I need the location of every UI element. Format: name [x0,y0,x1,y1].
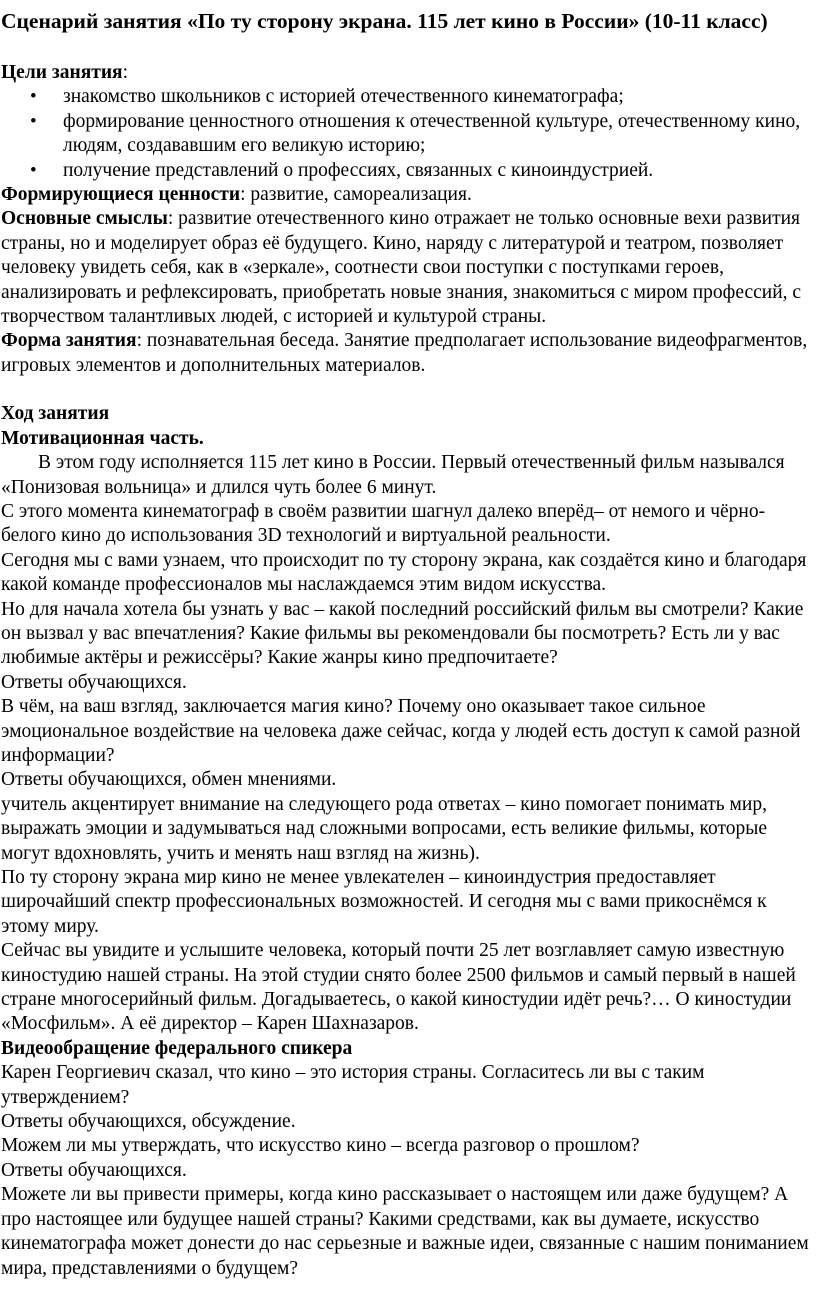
body-paragraph: Но для начала хотела бы узнать у вас – какой последний российский фильм вы смотрели? Какие он вызвал у вас впечатления? Какие фильмы вы рекомендовали бы посмотреть? Есть ли у вас любимые актёры и режиссёры? Какие жанры кино предпочитаете? [1,598,804,669]
body-paragraph: По ту сторону экрана мир кино не менее увлекателен – киноиндустрия предоставляет широчайший спектр профессиональных возможностей. И сегодня мы с вами прикоснёмся к этому миру. [1,867,767,937]
motivation-heading-text: Мотивационная часть. [1,427,204,449]
body-paragraph: Ответы обучающихся, обсуждение. [1,1111,296,1133]
spacer [1,378,812,402]
meanings-heading: Основные смыслы [1,208,168,230]
meanings-text: : развитие отечественного кино отражает не только основные вехи развития страны, но и моделирует образ её будущего. Кино, наряду с литературой и театром, позволяет человеку увидеть себя, как в «зеркале», соотнести свои поступки с поступками героев, анализировать и рефлексировать, приобретать новые знания, знакомиться с миром профессий, с творчеством талантливых людей, с историей и культурой страны. [1,208,802,328]
list-item: • получение представлений о профессиях, связанных с киноиндустрией. [63,159,812,183]
body-paragraph: В чём, на ваш взгляд, заключается магия кино? Почему оно оказывает такое сильное эмоциональное воздействие на человека даже сейчас, когда у людей есть доступ к самой разной информации? [1,696,801,766]
video-heading [1,1037,812,1061]
spacer [1,35,812,61]
body-paragraph: Ответы обучающихся. [1,1159,187,1181]
goals-heading: Цели занятия [1,62,123,83]
goals-heading-line: Цели занятия: [1,62,129,83]
body-paragraph: Можем ли мы утверждать, что искусство кино – всегда разговор о прошлом? [1,1135,640,1157]
course-heading [1,402,812,426]
motivation-heading [1,427,812,451]
form-text: : познавательная беседа. Занятие предполагает использование видеофрагментов, игровых элементов и дополнительных материалов. [1,330,808,376]
course-heading-text: Ход занятия [1,403,110,425]
body-paragraph: Ответы обучающихся. [1,671,187,693]
video-heading-text: Видеообращение федерального спикера [1,1037,353,1059]
body-paragraph: С этого момента кинематограф в своём развитии шагнул далеко вперёд– от немого и чёрно-белого кино до использования 3D технологий и виртуальной реальности. [1,500,766,547]
body-paragraph: учитель акцентирует внимание на следующего рода ответах – кино помогает понимать мир, выражать эмоции и задумываться над сложными вопросами, есть великие фильмы, которые могут вдохновлять, учить и менять наш взгляд на жизнь). [1,793,767,864]
values-text: : развитие, самореализация. [240,184,472,206]
body-paragraph: Сегодня мы с вами узнаем, что происходит по ту сторону экрана, как создаётся кино и благодаря какой команде профессионалов мы наслаждаемся этим видом искусства. [1,549,807,596]
form-paragraph [1,329,812,378]
list-item: • формирование ценностного отношения к отечественной культуре, отечественному кино, людям, создававшим его великую историю; [63,110,812,159]
body-paragraph: В этом году исполняется 115 лет кино в России. Первый отечественный фильм назывался «Понизовая вольница» и длился чуть более 6 минут. [1,452,785,498]
body-paragraph: Сейчас вы увидите и услышите человека, который почти 25 лет возглавляет самую известную киностудию нашей страны. На этой студии снято более 2500 фильмов и самый первый в нашей стране многосерийный фильм. Догадываетесь, о какой киностудии идёт речь?… О киностудии «Мосфильм». А её директор – Карен Шахназаров. [1,940,796,1035]
document-title: Сценарий занятия «По ту сторону экрана. 115 лет кино в России» (10-11 класс) [1,9,768,33]
meanings-paragraph [1,207,812,329]
body-paragraph: Можете ли вы привести примеры, когда кино рассказывает о настоящем или даже будущем? А про настоящее или будущее нашей страны? Какими средствами, как вы думаете, искусство кинематографа может донести до нас серьезные и важные идеи, связанные с нашим пониманием мира, представлениями о будущем? [1,1184,809,1279]
form-heading: Форма занятия [1,330,137,352]
body-paragraph: Карен Георгиевич сказал, что кино – это история страны. Согласитесь ли вы с таким утверждением? [1,1062,705,1108]
goals-list [1,85,812,183]
body-paragraph: Ответы обучающихся, обмен мнениями. [1,769,337,791]
list-item: • знакомство школьников с историей отечественного кинематографа; [63,85,812,109]
values-paragraph [1,183,812,207]
values-heading: Формирующиеся ценности [1,184,241,206]
